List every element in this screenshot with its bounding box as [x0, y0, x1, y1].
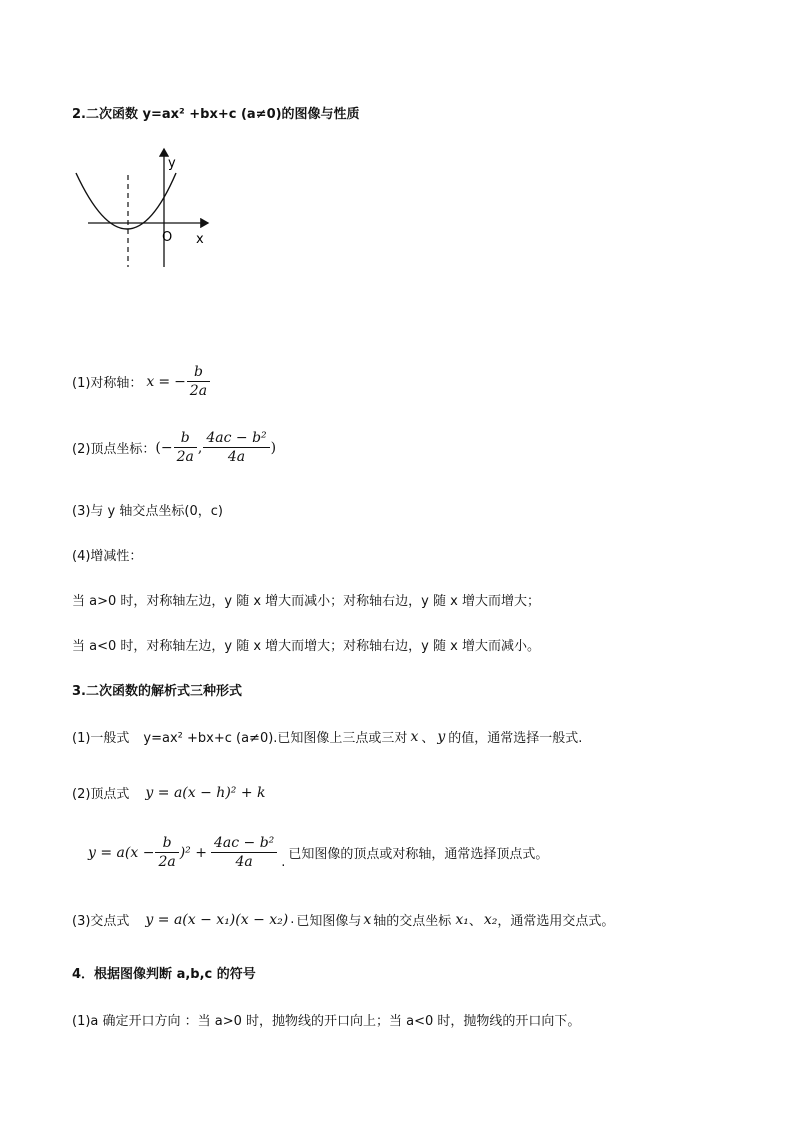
monotonicity-a-positive: 当 a>0 时，对称轴左边，y 随 x 增大而减小；对称轴右边，y 随 x 增大而增大； — [72, 594, 540, 609]
section-4-heading: 4．根据图像判断 a,b,c 的符号 — [72, 967, 256, 982]
y-intercept-text: (3)与 y 轴交点坐标(0，c) — [72, 504, 223, 519]
general-form: (1)一般式 y=ax² +bx+c (a≠0).已知图像上三点或三对 x 、 y 的值，通常选择一般式. — [72, 728, 583, 746]
symmetry-formula: (1)对称轴： x = − $\frac{b}{2a}$ — [72, 364, 211, 399]
y-label: y — [168, 156, 176, 171]
fraction: $\frac{b}{2a}$ — [187, 364, 210, 399]
section-2-heading: 2.二次函数 y=ax² +bx+c (a≠0)的图像与性质 — [72, 107, 360, 122]
intercept-form: (3)交点式 y = a(x − x₁)(x − x₂) . 已知图像与 x 轴的交点坐标 x₁ 、 x₂ ，通常选用交点式。 — [72, 911, 615, 929]
x-label: x — [196, 232, 204, 247]
origin-label: O — [162, 230, 173, 245]
monotonicity-title: (4)增减性： — [72, 549, 143, 564]
vertex-formula: (2)顶点坐标： (− $\frac{b}{2a}$ , $\frac{\text{4ac − b²}}{4a}$ ) — [72, 430, 277, 465]
parabola-graph — [70, 145, 215, 270]
section-3-heading: 3.二次函数的解析式三种形式 — [72, 684, 242, 699]
opening-direction-text: (1)a 确定开口方向 ：当 a>0 时，抛物线的开口向上；当 a<0 时，抛物线的开口向下。 — [72, 1014, 581, 1029]
parabola-curve — [76, 173, 176, 229]
vertex-form: (2)顶点式 y = a(x − h)² + k — [72, 784, 266, 802]
vertex-form-expanded: y = a(x − $\frac{b}{2a}$ )² + $\frac{\text{4ac − b²}}{4a}$ . 已知图像的顶点或对称轴，通常选择顶点式。 — [88, 835, 549, 870]
monotonicity-a-negative: 当 a<0 时，对称轴左边，y 随 x 增大而增大；对称轴右边，y 随 x 增大而减小。 — [72, 639, 540, 654]
